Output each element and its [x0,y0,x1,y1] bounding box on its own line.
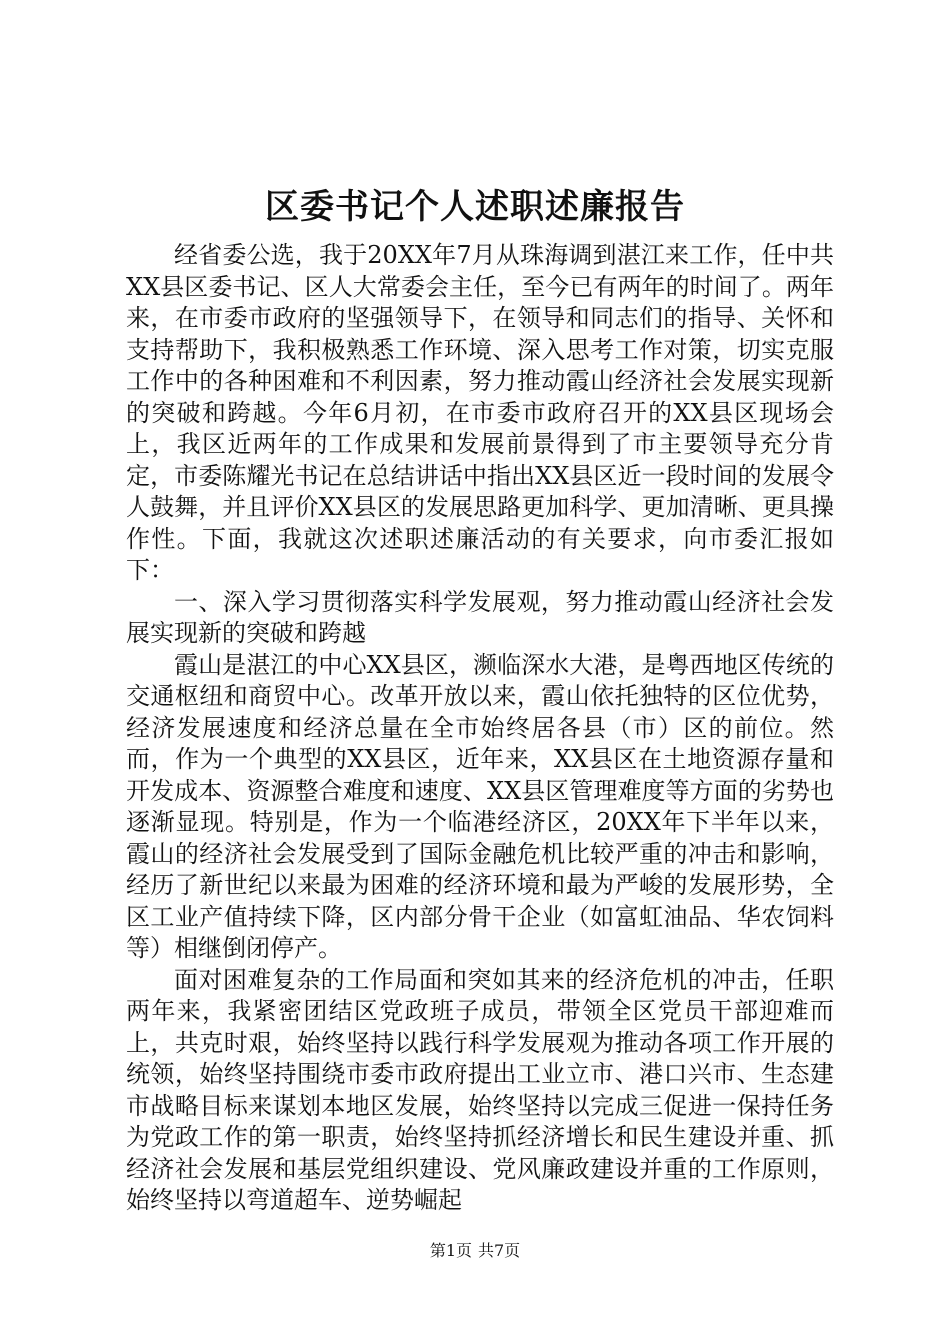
paragraph-intro: 经省委公选，我于20XX年7月从珠海调到湛江来工作，任中共XX县区委书记、区人大常委会主任，至今已有两年的时间了。两年来，在市委市政府的坚强领导下，在领导和同志们的指导、关怀和支持帮助下，我积极熟悉工作环境、深入思考工作对策，切实克服工作中的各种困难和不利因素，努力推动霞山经济社会发展实现新的突破和跨越。今年6月初，在市委市政府召开的XX县区现场会上，我区近两年的工作成果和发展前景得到了市主要领导充分肯定，市委陈耀光书记在总结讲话中指出XX县区近一段时间的发展令人鼓舞，并且评价XX县区的发展思路更加科学、更加清晰、更具操作性。下面，我就这次述职述廉活动的有关要求，向市委汇报如下： [126,241,834,584]
paragraph-response: 面对困难复杂的工作局面和突如其来的经济危机的冲击，任职两年来，我紧密团结区党政班子成员，带领全区党员干部迎难而上，共克时艰，始终坚持以践行科学发展观为推动各项工作开展的统领，始终坚持围绕市委市政府提出工业立市、港口兴市、生态建市战略目标来谋划本地区发展，始终坚持以完成三促进一保持任务为党政工作的第一职责，始终坚持抓经济增长和民生建设并重、抓经济社会发展和基层党组织建设、党风廉政建设并重的工作原则，始终坚持以弯道超车、逆势崛起 [126,965,834,1214]
page-footer [0,1240,950,1262]
page-total: 共7页 [478,1241,521,1260]
paragraph-background: 霞山是湛江的中心XX县区，濒临深水大港，是粤西地区传统的交通枢纽和商贸中心。改革开放以来，霞山依托独特的区位优势，经济发展速度和经济总量在全市始终居各县（市）区的前位。然而，作为一个典型的XX县区，近年来，XX县区在土地资源存量和开发成本、资源整合难度和速度、XX县区管理难度等方面的劣势也逐渐显现。特别是，作为一个临港经济区，20XX年下半年以来，霞山的经济社会发展受到了国际金融危机比较严重的冲击和影响，经历了新世纪以来最为困难的经济环境和最为严峻的发展形势，全区工业产值持续下降，区内部分骨干企业（如富虹油品、华农饲料等）相继倒闭停产。 [126,650,834,962]
section-heading-1: 一、深入学习贯彻落实科学发展观，努力推动霞山经济社会发展实现新的突破和跨越 [126,587,834,647]
page-number: 第1页 [429,1241,472,1260]
document-title: 区委书记个人述职述廉报告 [265,187,685,227]
document-body [126,240,834,1217]
